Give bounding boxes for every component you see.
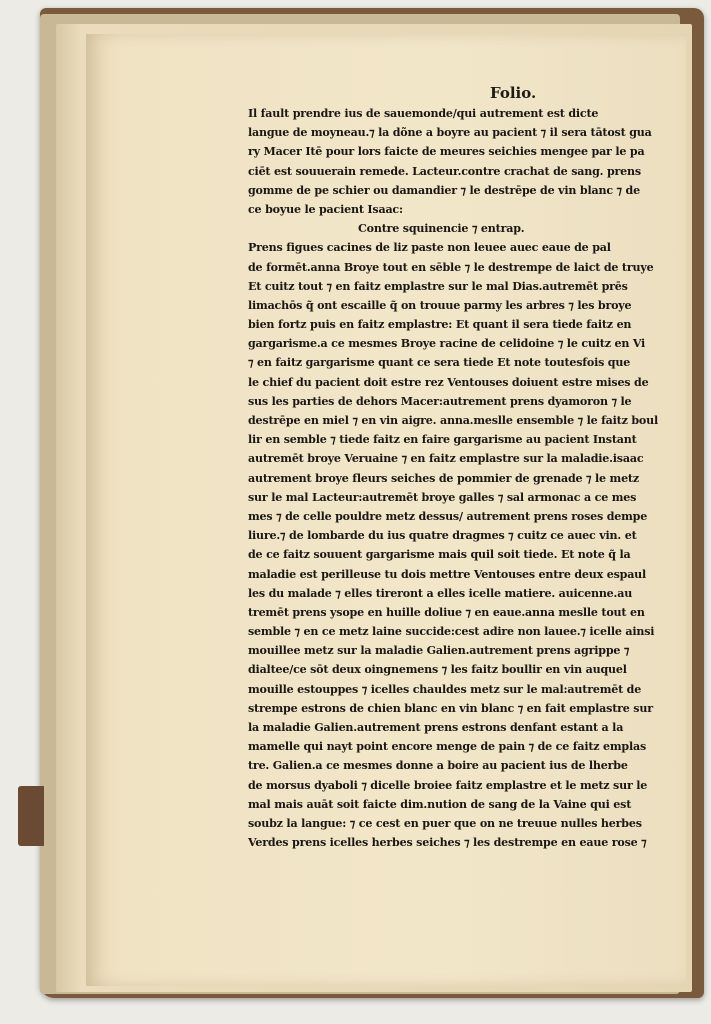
text-line: tremēt prens ysope en huille doliue ⁊ en eaue.anna meslle tout en bbox=[248, 605, 645, 619]
text-line: Il fault prendre ius de sauemonde/qui autrement est dicte bbox=[248, 107, 599, 120]
text-line: dialtee/ce sōt deux oingnemens ⁊ les faitz boullir en vin auquel bbox=[248, 663, 627, 677]
bookmark-ribbon bbox=[18, 786, 44, 846]
text-line: Verdes prens icelles herbes seiches ⁊ les destrempe en eaue rose ⁊ bbox=[248, 836, 647, 850]
text-line: tre. Galien.a ce mesmes donne a boire au pacient ius de lherbe bbox=[248, 759, 628, 773]
text-line: Et cuitz tout ⁊ en faitz emplastre sur le mal Dias.autremēt prēs bbox=[248, 279, 628, 293]
text-line: mouillee metz sur la maladie Galien.autrement prens agrippe ⁊ bbox=[248, 644, 630, 658]
text-line: autremēt broye Veruaine ⁊ en faitz emplastre sur la maladie.isaac bbox=[248, 452, 644, 466]
text-line: autrement broye fleurs seiches de pommier de grenade ⁊ le metz bbox=[248, 471, 639, 485]
text-line: les du malade ⁊ elles tireront a elles icelle matiere. auicenne.au bbox=[248, 586, 633, 600]
text-line: ciēt est souuerain remede. Lacteur.contre crachat de sang. prens bbox=[248, 164, 641, 178]
text-line: la maladie Galien.autrement prens estrons denfant estant a la bbox=[248, 721, 624, 734]
text-line: liure.⁊ de lombarde du ius quatre dragmes ⁊ cuitz ce auec vin. et bbox=[248, 529, 637, 543]
text-line: semble ⁊ en ce metz laine succide:cest adire non lauee.⁊ icelle ainsi bbox=[248, 625, 655, 639]
text-line: sur le mal Lacteur:autremēt broye galles ⁊ sal armonac a ce mes bbox=[248, 490, 637, 504]
folio-heading: Folio. bbox=[490, 84, 537, 102]
text-column bbox=[248, 104, 678, 852]
text-line: lir en semble ⁊ tiede faitz en faire gargarisme au pacient Instant bbox=[248, 433, 637, 447]
text-line: mouille estouppes ⁊ icelles chauldes metz sur le mal:autremēt de bbox=[248, 682, 642, 696]
text-line: de morsus dyaboli ⁊ dicelle broiee faitz emplastre et le metz sur le bbox=[248, 778, 648, 792]
section-heading: Contre squinencie ⁊ entrap. bbox=[358, 222, 525, 236]
text-line: gargarisme.a ce mesmes Broye racine de celidoine ⁊ le cuitz en Vi bbox=[248, 337, 646, 351]
text-line: limachōs q̃ ont escaille q̃ on trouue parmy les arbres ⁊ les broye bbox=[248, 298, 632, 312]
text-line: maladie est perilleuse tu dois mettre Ventouses entre deux espaul bbox=[248, 567, 647, 581]
text-line: soubz la langue: ⁊ ce cest en puer que on ne treuue nulles herbes bbox=[248, 816, 642, 830]
text-line: gomme de pe schier ou damandier ⁊ le destrēpe de vin blanc ⁊ de bbox=[248, 183, 640, 197]
text-line: mal mais auāt soit faicte dim.nution de sang de la Vaine qui est bbox=[248, 797, 632, 811]
text-line: de ce faitz souuent gargarisme mais quil soit tiede. Et note q̃ la bbox=[248, 548, 631, 562]
text-line: langue de moyneau.⁊ la dõne a boyre au pacient ⁊ il sera tātost gua bbox=[248, 126, 652, 140]
text-line: de formēt.anna Broye tout en sēble ⁊ le destrempe de laict de truye bbox=[248, 260, 654, 274]
text-line: ry Macer Itē pour lors faicte de meures seichies mengee par le pa bbox=[248, 145, 645, 159]
text-line: sus les parties de dehors Macer:autrement prens dyamoron ⁊ le bbox=[248, 394, 632, 408]
text-line: mes ⁊ de celle pouldre metz dessus/ autrement prens roses dempe bbox=[248, 509, 648, 523]
text-line: ⁊ en faitz gargarisme quant ce sera tiede Et note toutesfois que bbox=[248, 356, 631, 370]
text-line: strempe estrons de chien blanc en vin blanc ⁊ en fait emplastre sur bbox=[248, 701, 653, 715]
text-line: destrēpe en miel ⁊ en vin aigre. anna.meslle ensemble ⁊ le faitz boul bbox=[248, 414, 659, 427]
text-line: Prens figues cacines de liz paste non leuee auec eaue de pal bbox=[248, 241, 611, 255]
text-line: mamelle qui nayt point encore menge de pain ⁊ de ce faitz emplas bbox=[248, 740, 647, 754]
text-line: bien fortz puis en faitz emplastre: Et quant il sera tiede faitz en bbox=[248, 318, 632, 332]
text-line: le chief du pacient doit estre rez Ventouses doiuent estre mises de bbox=[248, 375, 649, 389]
text-line: ce boyue le pacient Isaac: bbox=[248, 202, 403, 216]
